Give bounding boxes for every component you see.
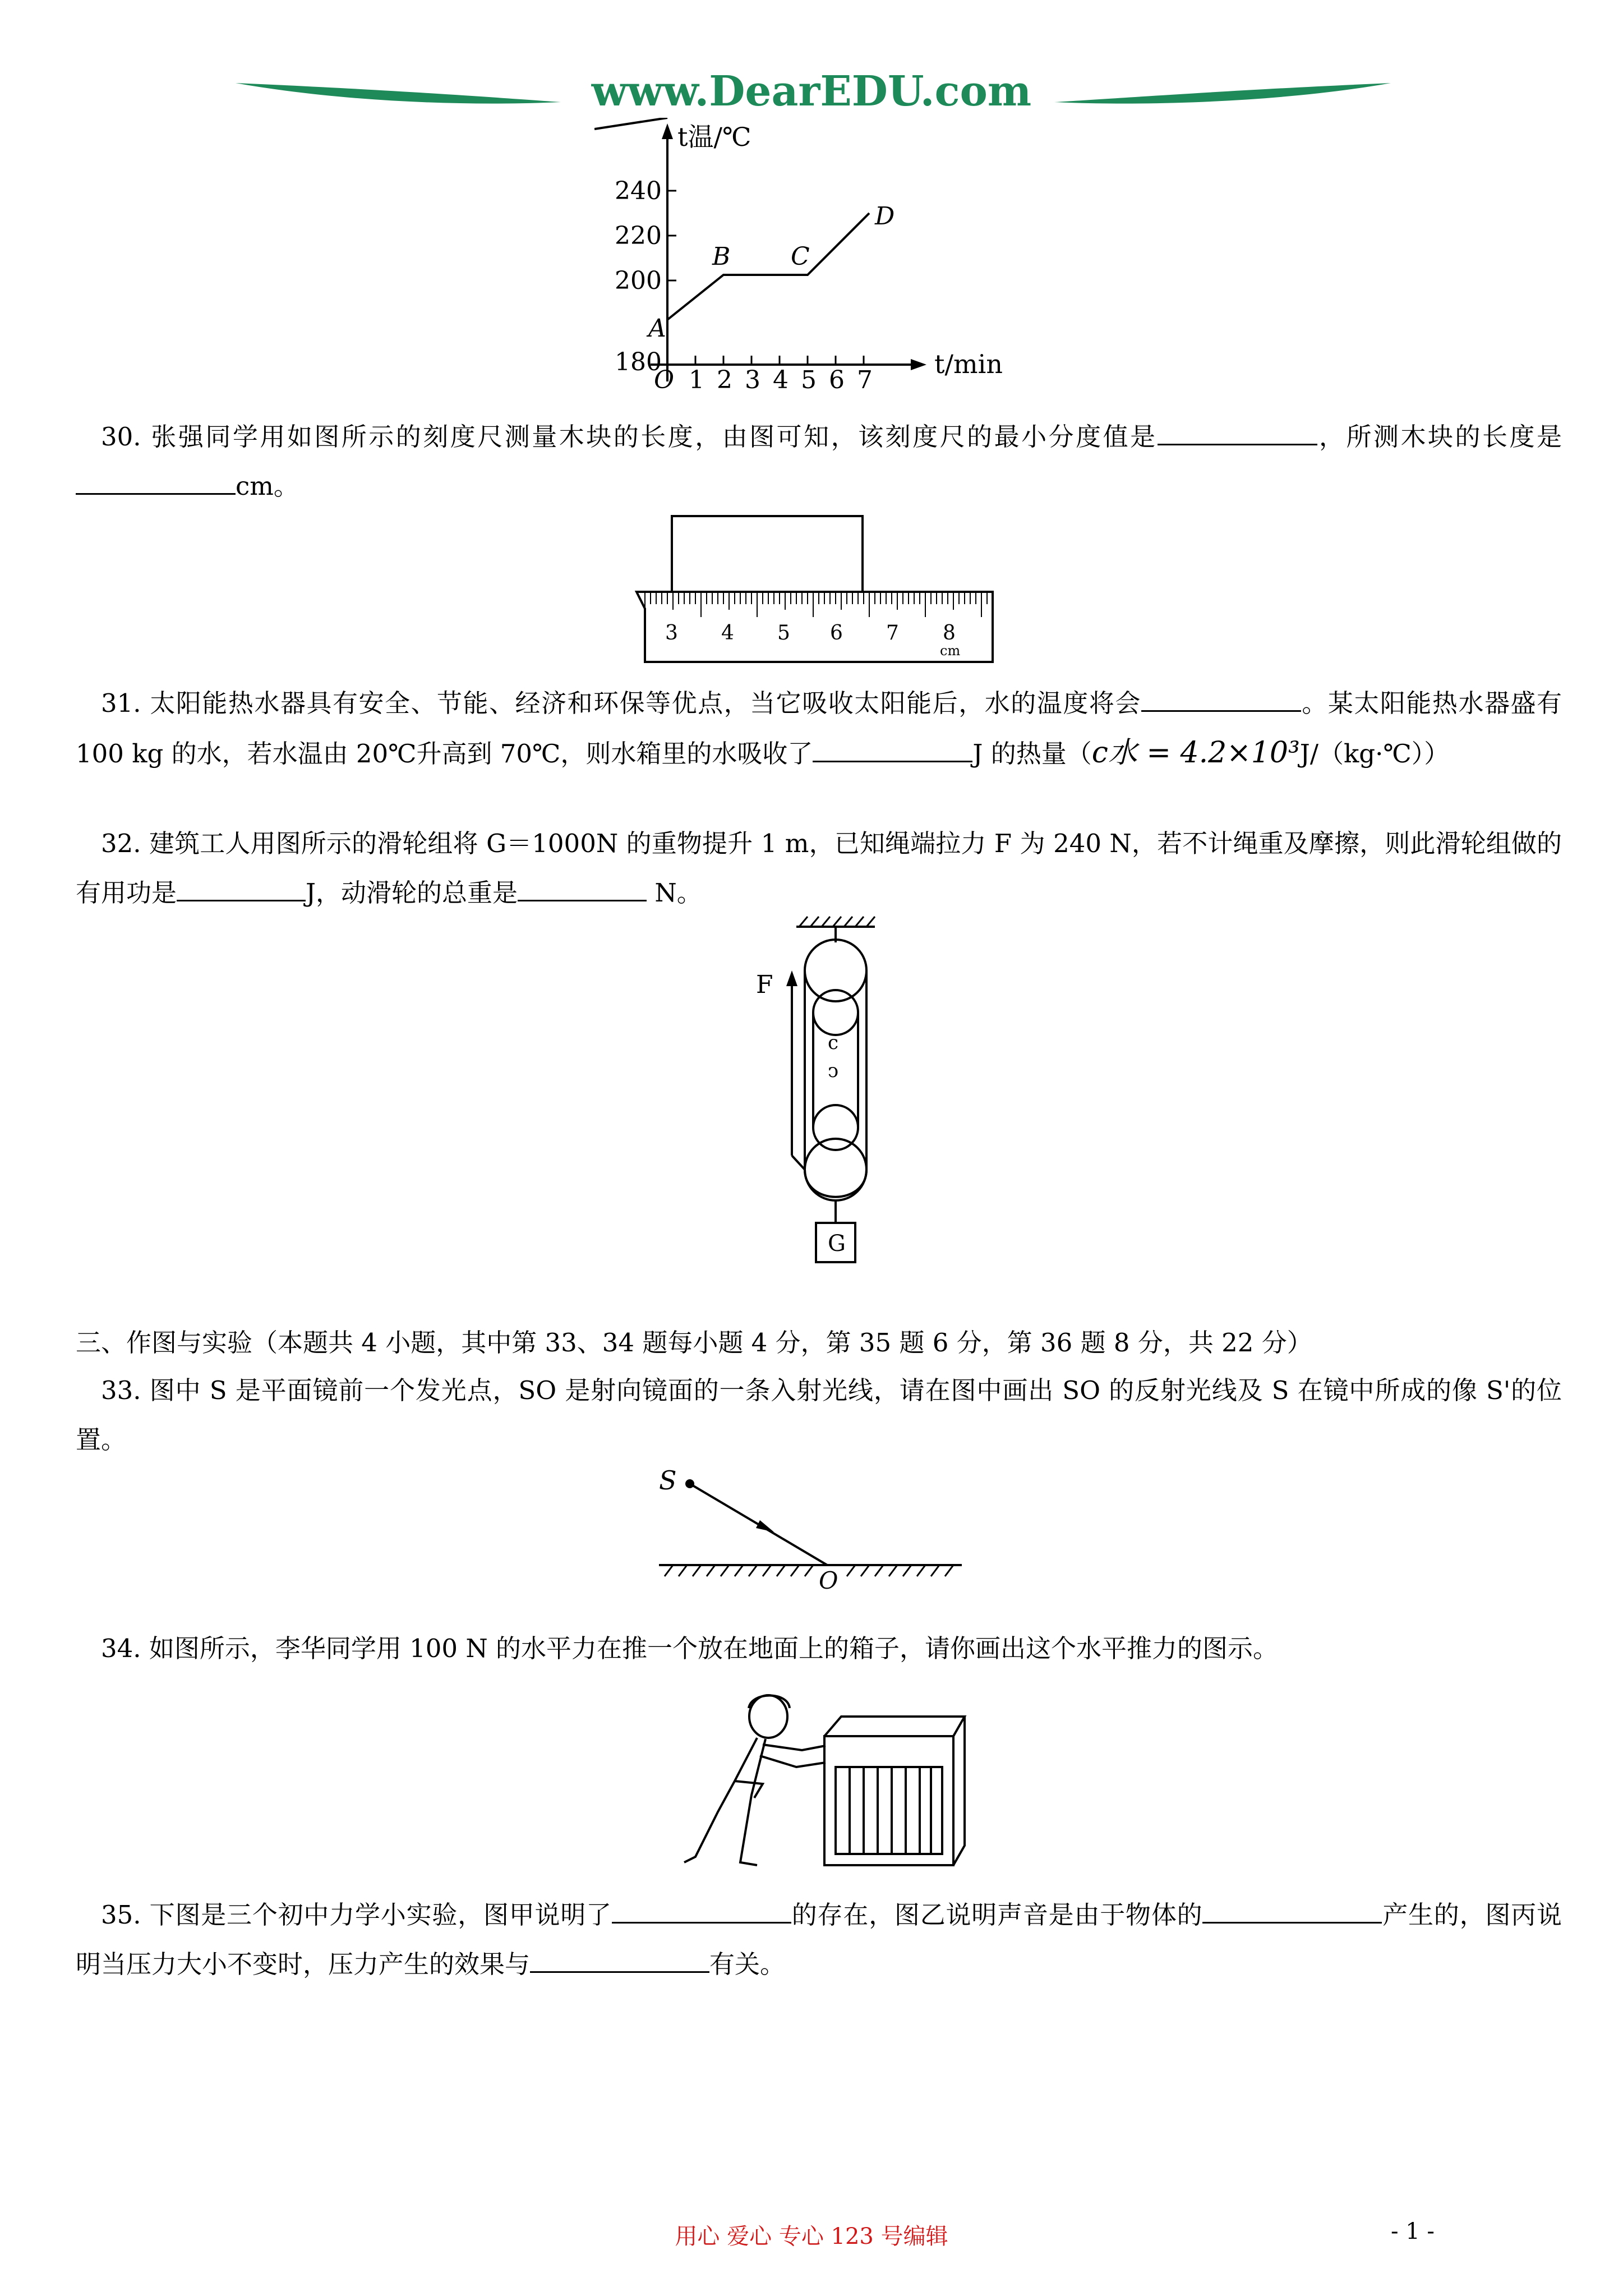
- ruler-label-4: 4: [721, 622, 734, 645]
- question-33: 33. 图中 S 是平面镜前一个发光点，SO 是射向镜面的一条入射光线，请在图中画出 SO 的反射光线及 S 在镜中所成的像 S'的位置。: [76, 1375, 1562, 1455]
- q32-blank-1[interactable]: [177, 874, 306, 901]
- y-tick-240: 240: [615, 177, 662, 205]
- question-30: 30. 张强同学用如图所示的刻度尺测量木块的长度，由图可知，该刻度尺的最小分度值是 ，所测木块的长度是cm。: [76, 412, 1562, 511]
- point-d: D: [875, 202, 895, 231]
- question-32: 32. 建筑工人用图所示的滑轮组将 G＝1000N 的重物提升 1 m，已知绳端拉力 F 为 240 N，若不计绳重及摩擦，则此滑轮组做的有用功是 J，动滑轮的总重是 N。: [76, 829, 1562, 908]
- section-3-title: 三、作图与实验（本题共 4 小题，其中第 33、34 题每小题 4 分，第 35 题 6 分，第 36 题 8 分，共 22 分）: [76, 1328, 1312, 1358]
- point-s-label: S: [659, 1465, 677, 1496]
- x-tick-3: 3: [745, 366, 760, 393]
- svg-text:c: c: [828, 1032, 839, 1054]
- question-35: 35. 下图是三个初中力学小实验，图甲说明了 的存在，图乙说明声音是由于物体的 产生的，图丙说明当压力大小不变时，压力产生的效果与 有关。: [76, 1890, 1562, 1989]
- point-b: B: [712, 242, 731, 271]
- ruler-label-8: 8: [943, 622, 956, 645]
- y-tick-200: 200: [615, 266, 662, 295]
- ruler-figure: [634, 513, 1004, 670]
- x-tick-5: 5: [801, 366, 817, 393]
- question-31: 31. 太阳能热水器具有安全、节能、经济和环保等优点，当它吸收太阳能后，水的温度将会 。某太阳能热水器盛有 100 kg 的水，若水温由 20℃升高到 70℃，则水箱里的水吸收了 J 的热量（c水 = 4.2×10³J/（kg·℃））: [76, 679, 1562, 779]
- x-tick-1: 1: [689, 366, 704, 393]
- q30-blank-1[interactable]: [1158, 418, 1317, 445]
- q32-blank-2[interactable]: [518, 874, 647, 901]
- q30-blank-2[interactable]: [76, 467, 236, 495]
- weight-label: G: [828, 1231, 846, 1257]
- pulley-figure: [740, 914, 886, 1273]
- ruler-label-7: 7: [886, 622, 899, 645]
- q31-blank-1[interactable]: [1141, 684, 1301, 712]
- page-number: - 1 -: [1391, 2219, 1435, 2244]
- y-tick-180: 180: [615, 348, 662, 376]
- site-title[interactable]: www.DearEDU.com: [591, 67, 1032, 116]
- q31-blank-2[interactable]: [813, 735, 972, 762]
- question-34: 34. 如图所示，李华同学用 100 N 的水平力在推一个放在地面上的箱子，请你画出这个水平推力的图示。: [101, 1634, 1279, 1663]
- footer-text: 用心 爱心 专心 123 号编辑: [675, 2224, 948, 2249]
- x-tick-4: 4: [773, 366, 789, 393]
- q35-blank-3[interactable]: [530, 1945, 709, 1973]
- origin-label: O: [654, 366, 675, 393]
- person: [684, 1695, 826, 1865]
- ruler-label-5: 5: [777, 622, 790, 645]
- x-tick-6: 6: [829, 366, 845, 393]
- heating-curve: [667, 213, 869, 320]
- force-label: F: [756, 970, 773, 999]
- point-o-label: O: [819, 1567, 838, 1593]
- temperature-graph: [594, 118, 1054, 393]
- box: [824, 1717, 965, 1865]
- wood-block: [672, 516, 863, 592]
- x-axis-label: t/min: [934, 349, 1003, 379]
- y-tick-220: 220: [615, 222, 662, 250]
- pushing-box-figure: [651, 1683, 976, 1874]
- x-tick-7: 7: [857, 366, 873, 393]
- specific-heat-formula: c水 = 4.2×10³: [1091, 736, 1300, 770]
- ruler-label-3: 3: [665, 622, 678, 645]
- point-a: A: [648, 314, 666, 343]
- mirror-figure: [656, 1458, 970, 1593]
- ruler-unit: cm: [940, 643, 961, 659]
- x-tick-2: 2: [717, 366, 732, 393]
- q35-blank-1[interactable]: [612, 1896, 791, 1924]
- q35-blank-2[interactable]: [1202, 1896, 1382, 1924]
- point-c: C: [791, 242, 810, 271]
- y-axis-label: t温/℃: [677, 122, 751, 152]
- ruler-label-6: 6: [830, 622, 843, 645]
- svg-text:ↄ: ↄ: [828, 1060, 839, 1082]
